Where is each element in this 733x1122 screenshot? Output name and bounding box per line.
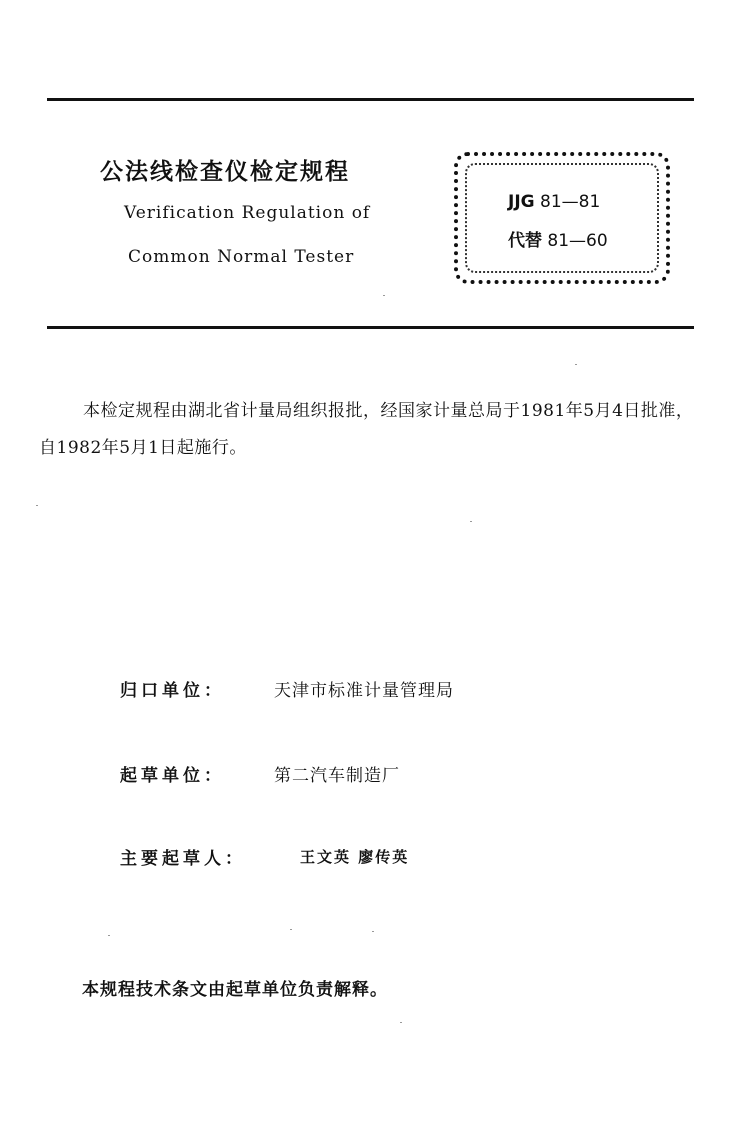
scan-speck — [575, 364, 577, 365]
approval-paragraph: 本检定规程由湖北省计量局组织报批，经国家计量总局于1981年5月4日批准，自1982年5月1日起施行。 — [39, 401, 694, 458]
interpretation-note: 本规程技术条文由起草单位负责解释。 — [82, 980, 388, 1000]
document-title-en-line2: Common Normal Tester — [128, 247, 355, 267]
scan-speck — [470, 521, 472, 522]
replaces-code-prefix: 代替 — [508, 231, 542, 251]
scan-speck — [108, 935, 110, 936]
replaces-code — [508, 226, 608, 251]
scan-speck — [400, 1022, 402, 1023]
top-rule — [47, 98, 694, 101]
regulation-code-frame — [454, 152, 670, 284]
replaces-code-number: 81—60 — [547, 231, 608, 251]
scan-speck — [383, 295, 385, 296]
responsible-unit-value: 天津市标准计量管理局 — [274, 681, 454, 701]
regulation-code-prefix: JJG — [508, 192, 535, 212]
drafting-unit-value: 第二汽车制造厂 — [274, 766, 400, 786]
regulation-code-number: 81—81 — [540, 192, 601, 212]
scan-speck — [290, 929, 292, 930]
responsible-unit-label: 归口单位： — [120, 681, 225, 701]
regulation-code — [508, 192, 600, 212]
main-drafters-label: 主要起草人： — [120, 849, 246, 869]
document-title-en-line1: Verification Regulation of — [124, 203, 371, 223]
document-title-cn: 公法线检查仪检定规程 — [100, 158, 350, 185]
scan-speck — [36, 505, 38, 506]
main-drafters-value: 王文英 廖传英 — [300, 848, 410, 866]
bottom-rule — [47, 326, 694, 329]
regulation-code-frame-inner — [465, 163, 659, 273]
drafting-unit-label: 起草单位： — [120, 766, 225, 786]
scan-speck — [372, 931, 374, 932]
